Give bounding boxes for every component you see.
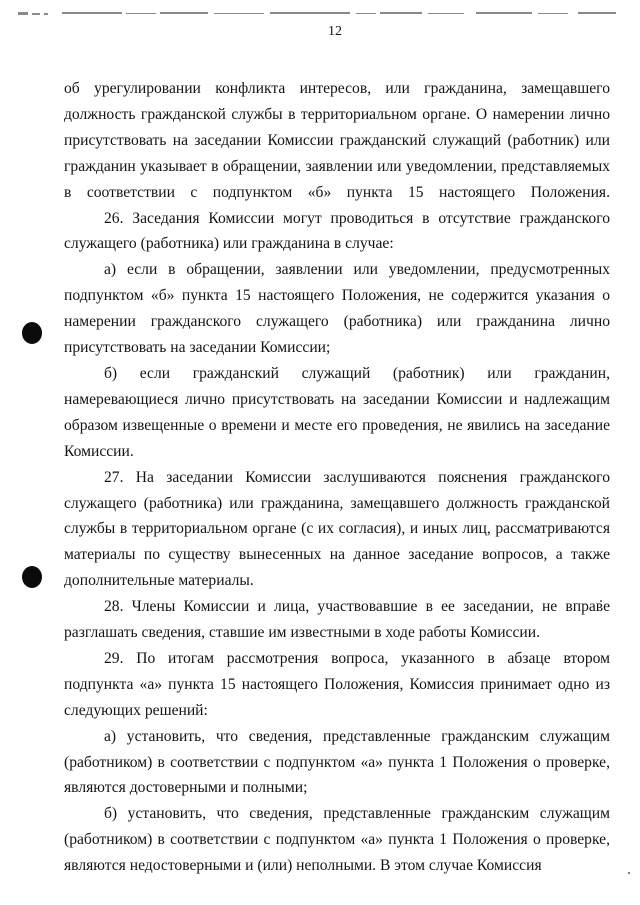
punch-hole-mark (22, 322, 42, 344)
scan-speck (628, 872, 630, 874)
document-body (64, 76, 610, 879)
paragraph-28: 28. Члены Комиссии и лица, участвовавшие в ее заседании, не вправе разглашать сведения, ставшие им известными в ходе работы Комиссии. (64, 598, 610, 642)
paragraph-27: 27. На заседании Комиссии заслушиваются пояснения гражданского служащего (работника) или гражданина, замещавшего должность гражданской службы в территориальном органе (с их согласия), и иных лиц, рассматриваются материалы по существу вынесенных на данное заседание вопросов, а также дополнительные материалы. (64, 468, 610, 590)
scan-header-noise (18, 10, 618, 18)
paragraph-25-continuation: об урегулировании конфликта интересов, или гражданина, замещавшего должность гражданской службы в территориальном органе. О намерении лично присутствовать на заседании Комиссии гражданский служащий (работник) или гражданин указывает в обращении, заявлении или уведомлении, представляемых в соответствии с подпунктом «б» пункта 15 настоящего Положения. (64, 80, 610, 201)
paragraph-26-a: а) если в обращении, заявлении или уведомлении, предусмотренных подпунктом «б» пункта 15 настоящего Положения, не содержится указания о намерении гражданского служащего (работника) или гражданина лично присутствовать на заседании Комиссии; (64, 261, 610, 357)
page-number: 12 (328, 24, 342, 39)
paragraph-26-b: б) если гражданский служащий (работник) или гражданин, намеревающиеся лично присутствовать на заседании Комиссии и надлежащим образом извещенные о времени и месте его проведения, не явились на заседание Комиссии. (64, 364, 610, 460)
paragraph-29: 29. По итогам рассмотрения вопроса, указанного в абзаце втором подпункта «а» пункта 15 настоящего Положения, Комиссия принимает одно из следующих решений: (64, 649, 610, 719)
paragraph-26: 26. Заседания Комиссии могут проводиться в отсутствие гражданского служащего (работника) или гражданина в случае: (64, 209, 610, 253)
paragraph-29-b: б) установить, что сведения, представленные гражданским служащим (работником) в соответствии с подпунктом «а» пункта 1 Положения о проверке, являются недостоверными и (или) неполными. В этом случае Комиссия (64, 805, 610, 875)
punch-hole-mark (22, 566, 42, 588)
paragraph-29-a: а) установить, что сведения, представленные гражданским служащим (работником) в соответствии с подпунктом «а» пункта 1 Положения о проверке, являются достоверными и полными; (64, 727, 610, 797)
